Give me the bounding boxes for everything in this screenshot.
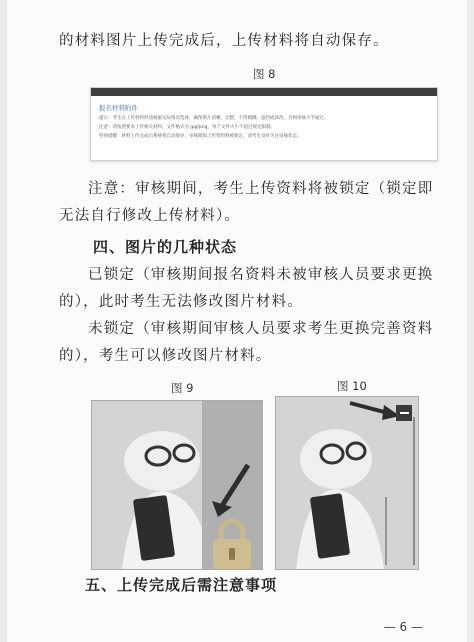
section-heading-4: 四、图片的几种状态: [93, 238, 238, 256]
photo-illustration: [276, 397, 418, 569]
figure-9-caption: 图 9: [171, 381, 194, 395]
arrow-icon: [348, 399, 402, 421]
figure-9-photo: [91, 400, 263, 570]
screenshot-line: 特别提醒：材料上传完成后系统将自动保存，审核期间上传资料将被锁定，请考生及时关注审核状态。: [99, 134, 302, 139]
section-heading-5: 五、上传完成后需注意事项: [85, 576, 278, 594]
arrow-icon: [210, 463, 252, 519]
page-number: — 6 —: [383, 620, 423, 634]
unlocked-paragraph: 未锁定（审核期间审核人员要求考生更换完善资料的），考生可以修改图片材料。: [59, 321, 434, 364]
figure-10-caption: 图 10: [337, 379, 367, 393]
figure-8-screenshot: [90, 87, 438, 161]
paragraph-top: 的材料图片上传完成后，上传材料将自动保存。: [59, 33, 389, 49]
note-paragraph: 注意：审核期间，考生上传资料将被锁定（锁定即无法自行修改上传材料）。: [59, 181, 434, 224]
screenshot-title: 报名材料附件: [99, 104, 138, 112]
locked-paragraph: 已锁定（审核期间报名资料未被审核人员要求更换的），此时考生无法修改图片材料。: [59, 267, 434, 310]
screenshot-header-bar: [91, 88, 437, 96]
figure-10-photo: [275, 396, 419, 570]
padlock-icon: [210, 517, 254, 569]
screenshot-line: 注意：请按照要求上传相关材料，文件格式为 jpg/png，单个文件大小不超过规定限制。: [99, 125, 275, 130]
minus-icon[interactable]: [396, 405, 412, 421]
screenshot-line: 提示：考生在上传材料时请根据实际情况选择，确保照片清晰、完整，不得模糊、遮挡或涂改，否则审核不予通过。: [99, 116, 329, 121]
figure-8-caption: 图 8: [253, 67, 276, 81]
document-page: [7, 0, 467, 642]
